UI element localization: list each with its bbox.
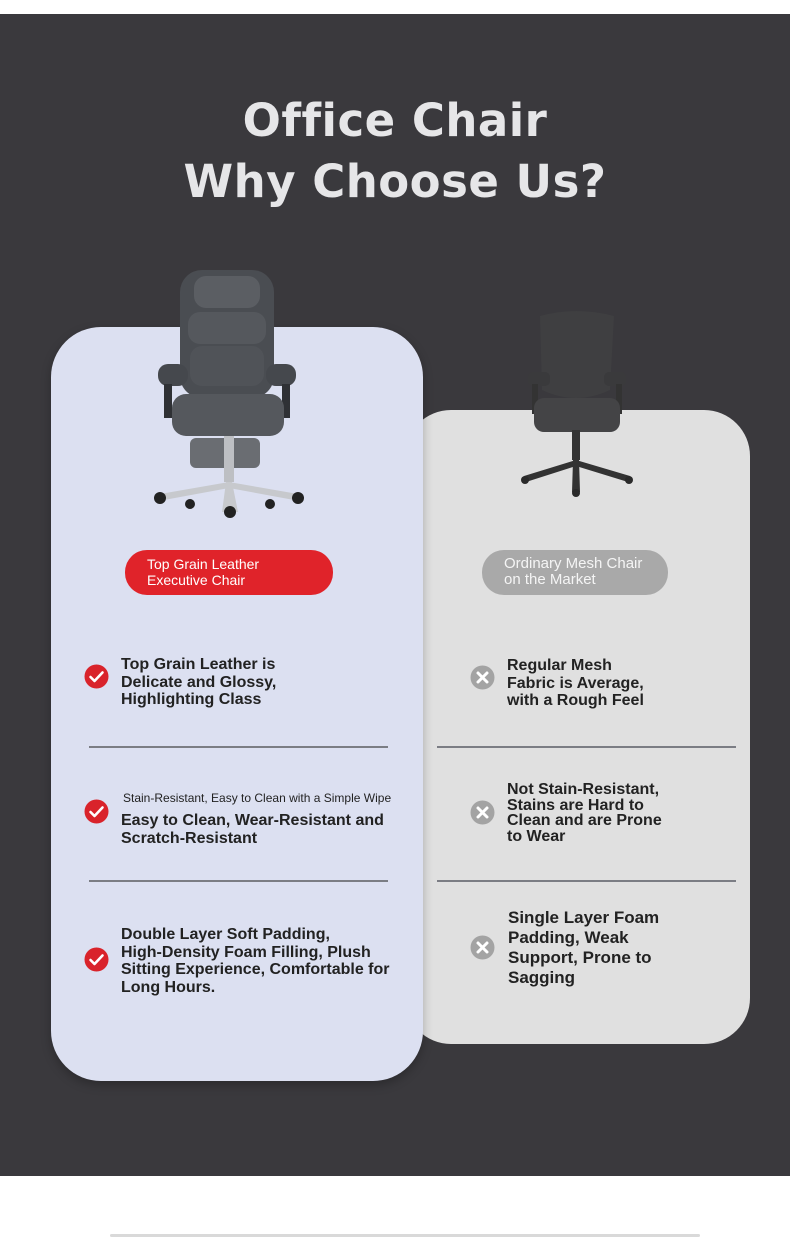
- leather-feature-2: [121, 812, 384, 847]
- cross-icon: [470, 800, 495, 825]
- label-line: on the Market: [504, 571, 596, 588]
- mesh-chair-label: [482, 550, 668, 595]
- divider: [437, 746, 736, 748]
- feature-line: Highlighting Class: [121, 691, 262, 708]
- feature-line: Single Layer Foam: [508, 908, 660, 927]
- feature-line: Regular Mesh: [507, 657, 612, 674]
- leather-chair-image: [150, 268, 310, 523]
- feature-line: Sagging: [508, 968, 576, 987]
- feature-line: Scratch-Resistant: [121, 829, 258, 847]
- leather-feature-3: [121, 926, 389, 996]
- mesh-feature-3: [508, 908, 659, 988]
- feature-line: Not Stain-Resistant,: [507, 781, 660, 798]
- feature-line: Top Grain Leather is: [121, 656, 276, 673]
- page-subtitle: Why Choose Us?: [183, 155, 607, 208]
- cross-icon: [470, 935, 495, 960]
- leather-chair-label: [125, 550, 333, 595]
- feature-line: Long Hours.: [121, 978, 216, 996]
- leather-feature-1: [121, 656, 276, 709]
- divider: [89, 746, 388, 748]
- label-line: Top Grain Leather: [147, 556, 260, 572]
- feature-line: Delicate and Glossy,: [121, 673, 277, 691]
- mesh-feature-1: [507, 657, 644, 710]
- check-icon: [84, 664, 109, 689]
- feature-line: Padding, Weak: [508, 928, 629, 947]
- divider: [437, 880, 736, 882]
- check-icon: [84, 799, 109, 824]
- label-line: Executive Chair: [147, 572, 246, 588]
- divider: [89, 880, 388, 882]
- check-icon: [84, 947, 109, 972]
- feature-line: Sitting Experience, Comfortable for: [121, 961, 390, 978]
- cross-icon: [470, 665, 495, 690]
- mesh-feature-2: [507, 782, 662, 844]
- feature-line: Stains are Hard to: [507, 796, 644, 814]
- feature-line: Fabric is Average,: [507, 674, 644, 692]
- feature-line: to Wear: [507, 827, 566, 845]
- feature-line: Double Layer Soft Padding,: [121, 926, 330, 943]
- feature-line: High-Density Foam Filling, Plush: [121, 943, 371, 961]
- page-title: Office Chair: [242, 94, 548, 147]
- mesh-chair-image: [518, 310, 634, 500]
- feature-line: with a Rough Feel: [507, 692, 644, 709]
- feature-line: Easy to Clean, Wear-Resistant and: [121, 812, 384, 829]
- label-line: Ordinary Mesh Chair: [504, 555, 643, 572]
- feature-line: Support, Prone to: [508, 948, 652, 967]
- stain-caption: Stain-Resistant, Easy to Clean with a Simple Wipe: [123, 791, 392, 805]
- feature-line: Clean and are Prone: [507, 812, 662, 829]
